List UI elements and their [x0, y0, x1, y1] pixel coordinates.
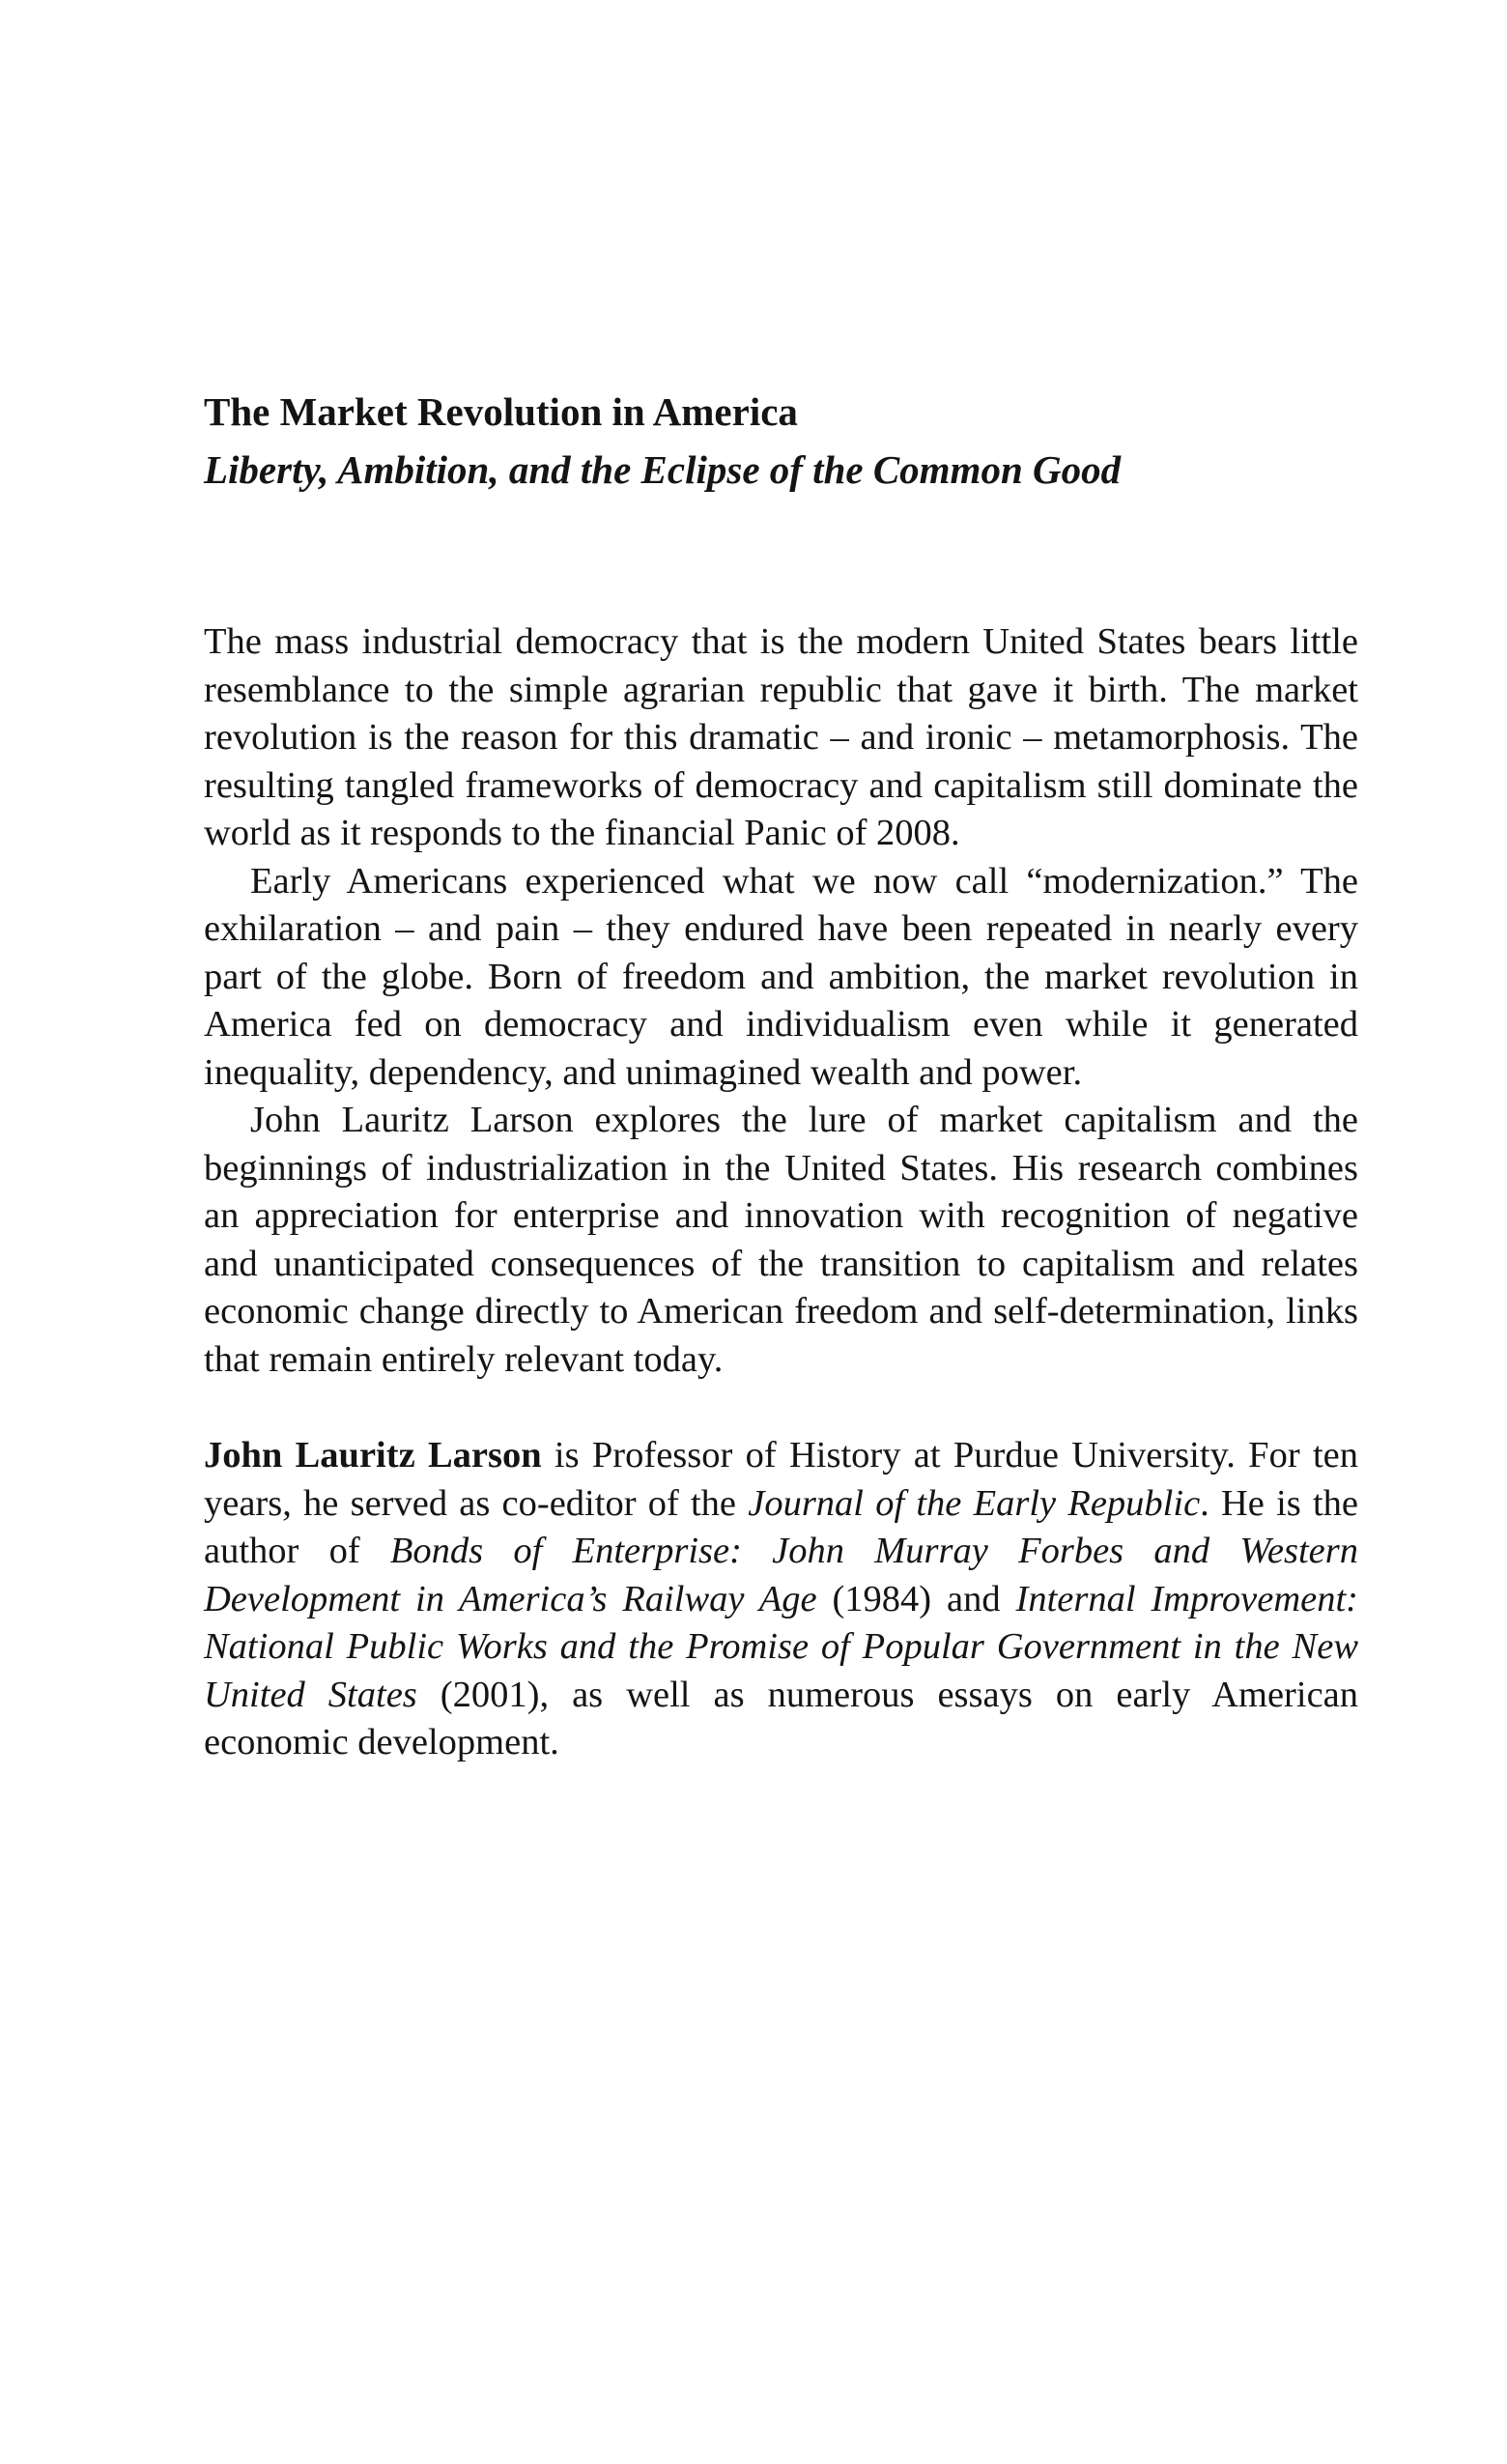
book-blurb [204, 618, 1358, 1384]
blurb-paragraph: Early Americans experienced what we now call “modernization.” The exhilaration – and pain – they endured have been repeated in nearly every part of the globe. Born of freedom and ambition, the market revolution in America fed on democracy and individualism even while it generated inequality, dependency, and unimagined wealth and power. [204, 860, 1358, 1093]
book-title: The Market Revolution in America [204, 389, 798, 434]
author-name: John Lauritz Larson [204, 1435, 542, 1476]
blurb-paragraph: The mass industrial democracy that is the modern United States bears little resemblance to the simple agrarian republic that gave it birth. The market revolution is the reason for this dramatic – and ironic – metamorphosis. The resulting tangled frameworks of democracy and capitalism still dominate the world as it responds to the financial Panic of 2008. [204, 621, 1358, 853]
book-reference: Internal Improvement: National Public Works and the Promise of Popular Government in the New United States [204, 1578, 1358, 1715]
bio-text: (2001), as well as numerous essays on early American economic development. [204, 1674, 1358, 1762]
blurb-paragraph: John Lauritz Larson explores the lure of market capitalism and the beginnings of industrialization in the United States. His research combines an appreciation for enterprise and innovation with recognition of negative and unanticipated consequences of the transition to capitalism and relates economic change directly to American freedom and self-determination, links that remain entirely relevant today. [204, 1100, 1358, 1380]
book-page [204, 387, 1358, 1804]
book-subtitle: Liberty, Ambition, and the Eclipse of the Common Good [204, 447, 1122, 492]
bio-text: . He is the author of [204, 1482, 1359, 1571]
author-bio [204, 1432, 1358, 1767]
book-reference: Bonds of Enterprise: John Murray Forbes and Western Development in America’s Railway Age [204, 1531, 1358, 1619]
journal-title: Journal of the Early Republic [748, 1482, 1201, 1524]
bio-text: (1984) and [816, 1578, 1016, 1619]
bio-text: is Professor of History at Purdue University. For ten years, he served as co-editor of the [204, 1435, 1358, 1524]
